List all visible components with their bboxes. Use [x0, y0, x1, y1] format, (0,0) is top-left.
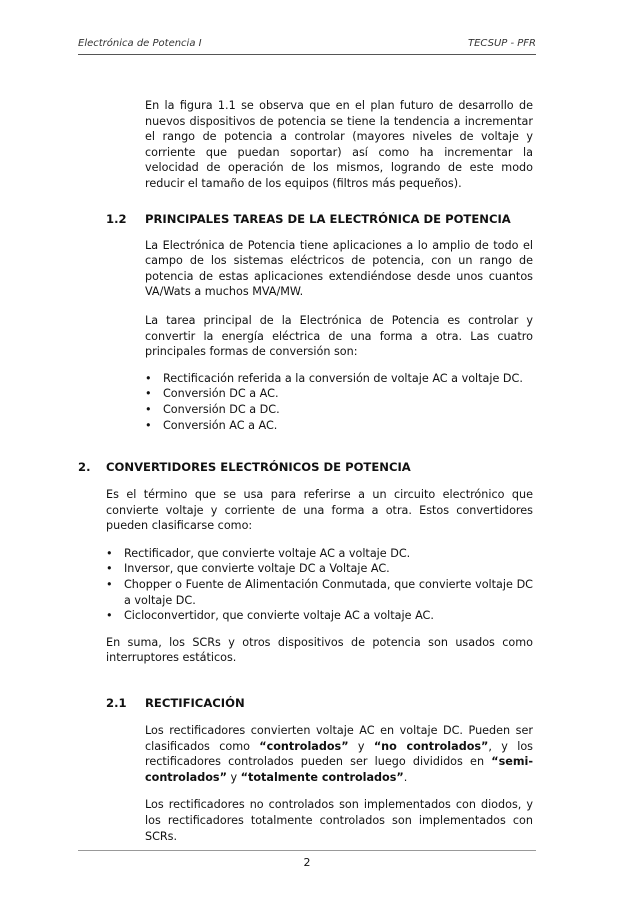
section-number: 1.2	[106, 211, 127, 226]
conversion-forms-list	[145, 371, 533, 433]
list-item: • Inversor, que convierte voltaje DC a Voltaje AC.	[124, 561, 533, 577]
section-title: CONVERTIDORES ELECTRÓNICOS DE POTENCIA	[106, 460, 411, 475]
section-2-1-heading	[0, 696, 638, 714]
section-1-2-paragraph-1: La Electrónica de Potencia tiene aplicaciones a lo amplio de todo el campo de los sistemas eléctricos de potencia, con un rango de potencia de estas aplicaciones extendiéndose desde unos cuantos VA/Wats a muchos MVA/MW.	[145, 238, 533, 299]
section-number: 2.	[78, 460, 91, 475]
section-title: RECTIFICACIÓN	[145, 696, 245, 711]
term-controlados: “controlados”	[259, 739, 349, 753]
list-item: • Conversión DC a DC.	[163, 402, 533, 418]
text-run: , y los rectificadores controlados pueden ser luego divididos en	[145, 739, 534, 769]
header-institution: TECSUP - PFR	[468, 38, 536, 49]
term-totalmente-controlados: “totalmente controlados”	[240, 770, 404, 784]
list-item: • Conversión DC a AC.	[163, 386, 533, 402]
page-number: 2	[303, 856, 311, 869]
term-semi-controlados: “semi-controlados”	[145, 755, 533, 784]
list-item: • Conversión AC a AC.	[163, 418, 533, 434]
section-2-paragraph-1: Es el término que se usa para referirse a un circuito electrónico que convierte voltaje y corriente de una forma a otra. Estos convertidores pueden clasificarse como:	[106, 488, 533, 533]
header-course-title: Electrónica de Potencia I	[78, 38, 202, 49]
section-1-2-heading	[0, 212, 638, 230]
intro-paragraph: En la figura 1.1 se observa que en el plan futuro de desarrollo de nuevos dispositivos de potencia se tiene la tendencia a incrementar el rango de potencia a controlar (mayores niveles de voltaje y corriente que puedan soportar) así como ha incrementar la velocidad de operación de los mismos, logrando de este modo reducir el tamaño de los equipos (filtros más pequeños).	[145, 99, 533, 190]
text-run: y	[226, 770, 241, 784]
page-footer	[78, 850, 536, 869]
text-run: .	[403, 770, 408, 784]
section-number: 2.1	[106, 696, 127, 711]
section-2-heading	[0, 460, 638, 478]
term-no-controlados: “no controlados”	[373, 739, 489, 753]
section-2-1-paragraph-2: Los rectificadores no controlados son implementados con diodos, y los rectificadores totalmente controlados son implementados con SCRs.	[145, 798, 533, 843]
page-header	[78, 36, 536, 55]
list-item: • Rectificación referida a la conversión de voltaje AC a voltaje DC.	[163, 371, 533, 387]
section-1-2-paragraph-2: La tarea principal de la Electrónica de Potencia es controlar y convertir la energía eléctrica de una forma a otra. Las cuatro principales formas de conversión son:	[145, 313, 533, 359]
list-item: • Chopper o Fuente de Alimentación Conmutada, que convierte voltaje DC a voltaje DC.	[124, 577, 533, 608]
page-body	[0, 98, 638, 844]
section-2-paragraph-2: En suma, los SCRs y otros dispositivos de potencia son usados como interruptores estáticos.	[106, 635, 533, 665]
section-title: PRINCIPALES TAREAS DE LA ELECTRÓNICA DE POTENCIA	[145, 211, 511, 226]
converter-types-list	[106, 546, 533, 624]
list-item: • Cicloconvertidor, que convierte voltaje AC a voltaje AC.	[124, 608, 533, 624]
section-2-1-paragraph-1	[145, 723, 533, 785]
text-run: Los rectificadores convierten voltaje AC en voltaje DC. Pueden ser clasificados como	[145, 724, 533, 753]
text-run: y	[348, 739, 374, 753]
list-item: • Rectificador, que convierte voltaje AC a voltaje DC.	[124, 546, 533, 562]
